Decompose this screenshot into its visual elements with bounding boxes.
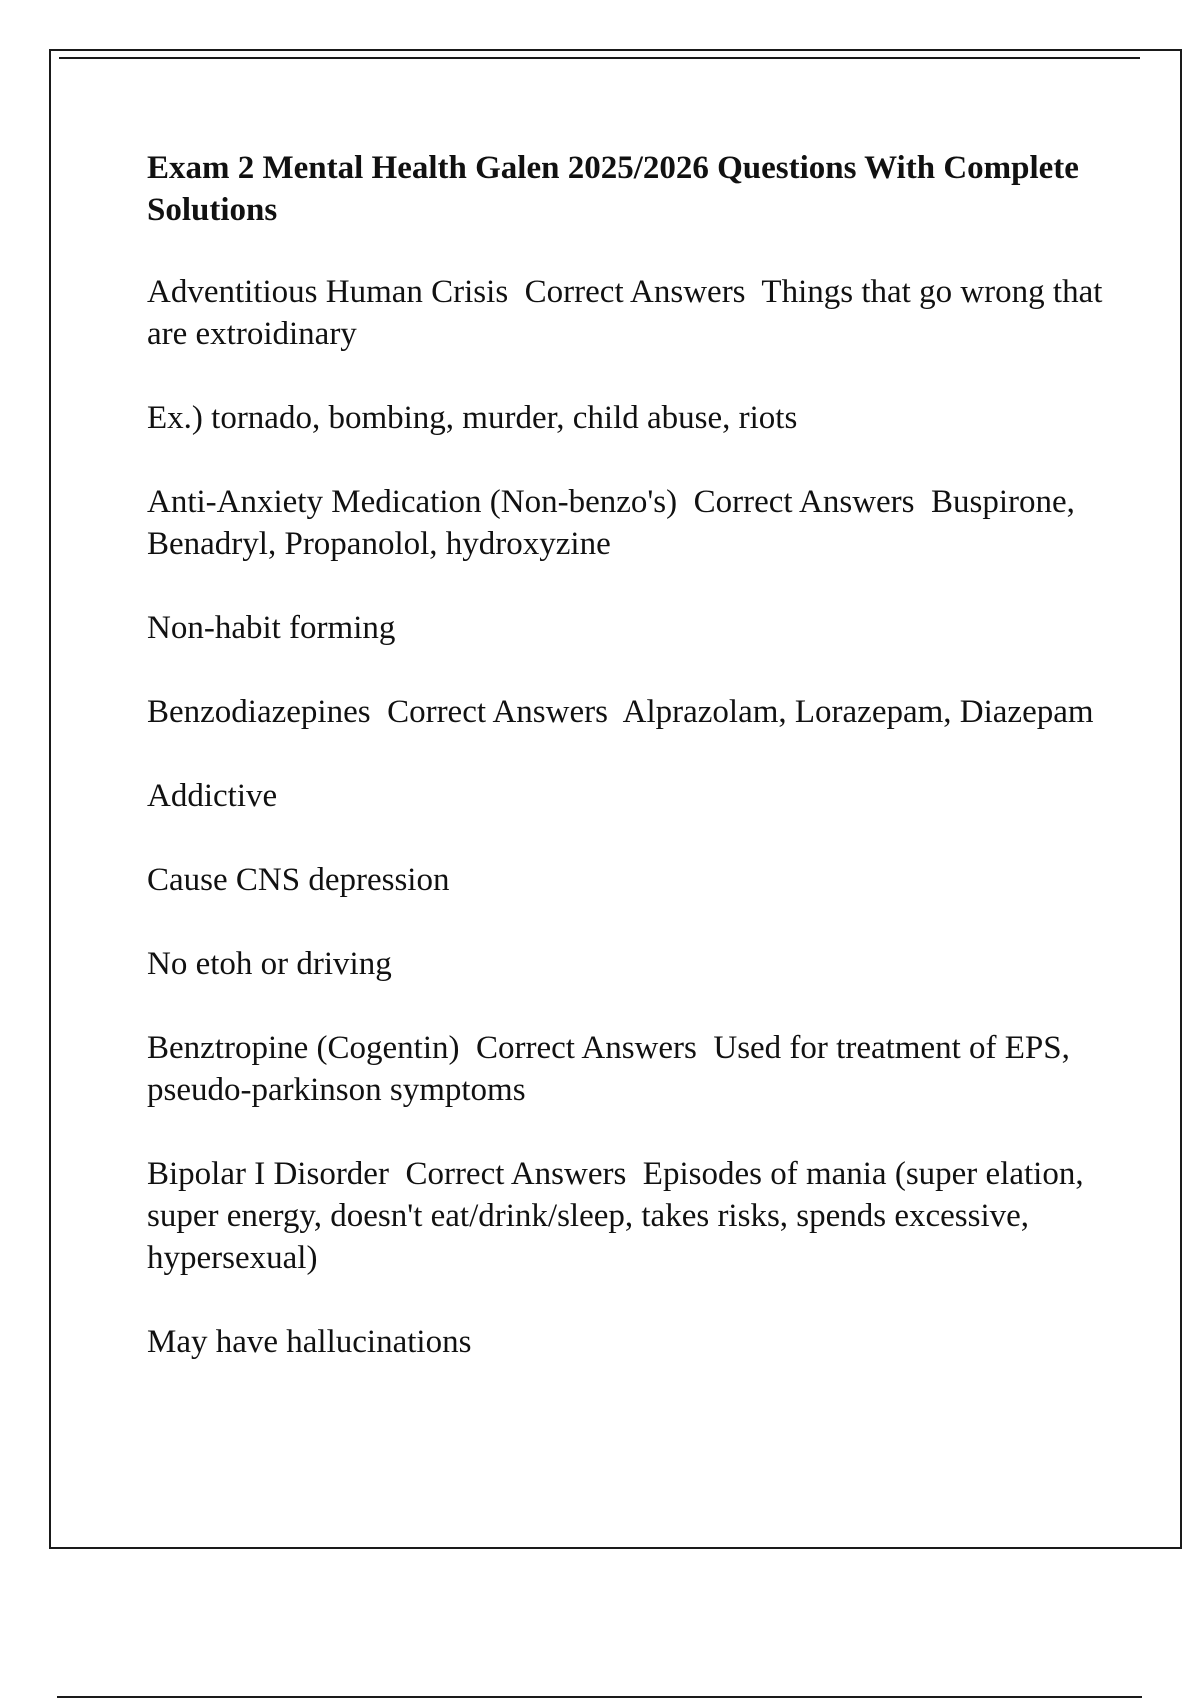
paragraph-adventitious-crisis: Adventitious Human Crisis Correct Answers Things that go wrong that are extroidinary (147, 274, 1111, 352)
paragraph-benzodiazepines: Benzodiazepines Correct Answers Alprazolam, Lorazepam, Diazepam (147, 694, 1094, 730)
document-title: Exam 2 Mental Health Galen 2025/2026 Questions With Complete Solutions (147, 150, 1079, 228)
paragraph-non-habit-forming: Non-habit forming (147, 610, 396, 646)
paragraph-no-etoh: No etoh or driving (147, 946, 392, 982)
paragraph-anti-anxiety: Anti-Anxiety Medication (Non-benzo's) Correct Answers Buspirone, Benadryl, Propanolol, hydroxyzine (147, 484, 1084, 562)
paragraph-cns-depression: Cause CNS depression (147, 862, 450, 898)
paragraph-crisis-examples: Ex.) tornado, bombing, murder, child abuse, riots (147, 400, 798, 436)
paragraph-addictive: Addictive (147, 778, 278, 814)
paragraph-bipolar-i: Bipolar I Disorder Correct Answers Episodes of mania (super elation, super energy, doesn't eat/drink/sleep, takes risks, spends excessive, hypersexual) (147, 1156, 1092, 1276)
page-frame (49, 49, 1182, 1549)
paragraph-benztropine: Benztropine (Cogentin) Correct Answers Used for treatment of EPS, pseudo-parkinson symptoms (147, 1030, 1079, 1108)
paragraph-hallucinations: May have hallucinations (147, 1324, 472, 1360)
bottom-rule (57, 1696, 1142, 1698)
document-body (147, 147, 1137, 1405)
top-rule (59, 57, 1140, 59)
